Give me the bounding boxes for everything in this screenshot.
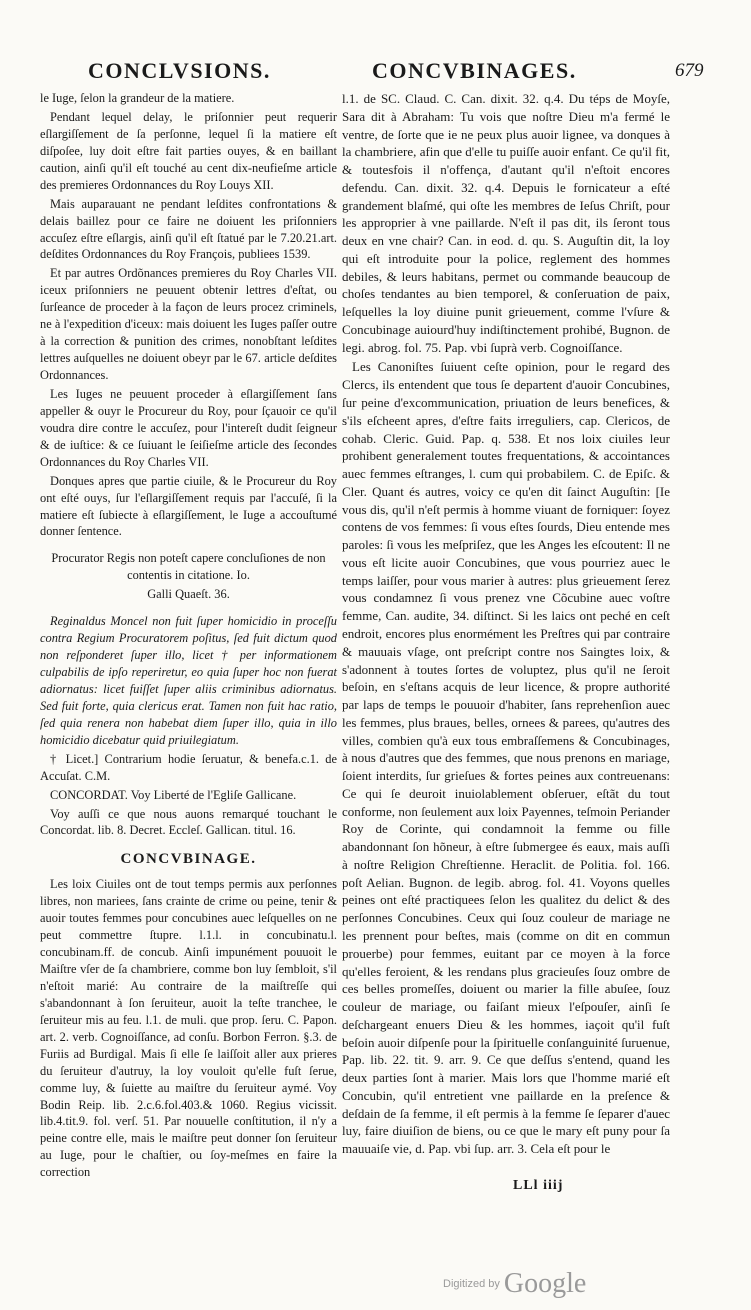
left-running-head: CONCLVSIONS. bbox=[88, 58, 271, 83]
google-logo: Google bbox=[503, 1268, 587, 1299]
watermark-prefix: Digitized by bbox=[443, 1278, 500, 1290]
voy-aussi-entry: Voy auſſi ce que nous auons remarqué touchant le Concordat. lib. 8. Decret. Eccleſ. Gallican. titul. 16. bbox=[40, 806, 337, 838]
footnote: † Licet.] Contrarium hodie ſeruatur, & benefa.c.1. de Accuſat. C.M. bbox=[40, 751, 337, 783]
left-paragraph: Donques apres que partie ciuile, & le Procureur du Roy ont eſté ouys, ſur l'eſlargiſſement requis par l'accuſé, ſi la matiere eſt ſubiecte à eſlargiſſement, le Iuge a accouſtumé donner ſentence. bbox=[40, 473, 337, 539]
left-paragraph: Et par autres Ordõnances premieres du Roy Charles VII. iceux priſonniers ne peuuent obtenir lettres d'eſtat, ou ſurſeance de proceder à la façon de leurs procez criminels, ne à l'expedition d'iceux: mais doiuent les Iuges paſſer outre à la correction & punition des crimes, nonobſtant leſdites lettres auſquelles ne doiuent obeyr par le 67. article deſdites Ordonnances. bbox=[40, 266, 337, 382]
concordat-entry: CONCORDAT. Voy Liberté de l'Egliſe Gallicane. bbox=[50, 787, 297, 802]
latin-heading: Procurator Regis non poteſt capere concluſiones de non contentis in citatione. Io. bbox=[51, 551, 326, 583]
spacer bbox=[40, 540, 337, 550]
right-column bbox=[342, 90, 670, 1158]
right-paragraph: l.1. de SC. Claud. C. Can. dixit. 32. q.4. Du téps de Moyſe, Sara dit à Abraham: Tu vois que noſtre Dieu m'a fermé le ventre, de ſorte que ie ne peux plus auoir lignee, va donques à la chambriere, afin que d'elle tu puiſſe auoir enfant. Ce qu'il fit, & toutesfois il n'offença, d'autant qu'il n'eſtoit encores defendu. Can. dixit. 32. q.4. Depuis le fornicateur a eſté grandement blaſmé, qui oſte les membres de Ieſus Chriſt, pour les approprier à vne paillarde. N'eſt il pas dit, ils ſeront tous deux en vne chair? Can. in eod. d. qu. S. Auguſtin dit, la loy qui eſt introduite pour la police, reglement des hommes debiles, & leurs habitans, permet ou commande beaucoup de choſes tendantes au bien temporel, & conſeruation de paix, leſquelles la loy diuine punit grieuement, comme l'vſure & Concubinage auiourd'huy indiſtinctement prohibé, Bugnon. de legi. abrog. fol. 75. Pap. vbi ſuprà verb. Cognoiſſance. bbox=[342, 91, 670, 355]
digitized-watermark bbox=[443, 1268, 586, 1300]
italic-paragraph: Reginaldus Moncel non fuit ſuper homicidio in proceſſu contra Regium Procuratorem poſitus, ſed fuit dictum quod non reſponderet ſuper illo, licet † per informationem culpabilis de ipſo reperiretur, eo quia ſuper hoc non fuerat adiornatus: licet fuiſſet ſuper aliis criminibus adiornatus. Sed fuit forte, quia clericus erat. Tamen non fuit hac ratio, ſed quia renera non habebat diem ſuper illo, quia in illo homicidio dicebatur quid priuilegiatum. bbox=[40, 614, 337, 747]
left-paragraph: Les Iuges ne peuuent proceder à eſlargiſſement ſans appeller & ouyr le Procureur du Roy, pour ſçauoir ce qu'il voudra dire contre le accuſez, pour l'intereſt dudit ſeigneur & de iuſtice: & ce ſuiuant le ſeiſieſme article des ſecondes Ordonnances du Roy Charles VII. bbox=[40, 386, 337, 469]
right-running-head: CONCVBINAGES. bbox=[372, 58, 577, 83]
latin-heading-ref: Galli Quaeſt. 36. bbox=[147, 587, 230, 602]
spacer bbox=[40, 603, 337, 613]
left-paragraph: Mais auparauant ne pendant leſdites confrontations & delais baillez pour ce faire ne doiuent les priſonniers accuſez eſtre eſlargis, ainſi qu'il eſt ſtatué par le 7.20.21.art. deſdites Ordonnances du Roy François, publiees 1539. bbox=[40, 196, 337, 262]
signature-mark: LLl iiij bbox=[513, 1178, 564, 1193]
left-paragraph: le Iuge, ſelon la grandeur de la matiere. bbox=[40, 91, 235, 105]
page-number: 679 bbox=[675, 60, 704, 81]
section-title: CONCVBINAGE. bbox=[120, 851, 257, 868]
left-column bbox=[40, 90, 337, 1181]
section-paragraph: Les loix Ciuiles ont de tout temps permis aux perſonnes libres, non mariees, ſans crainte de crime ou peine, tenir & auoir toutes femmes pour concubines auec leſquelles on ne peut commettre ſtupre. l.1.l. in concubinatu.l. concubinam.ff. de concub. Ainſi impunément pouuoit le Maiſtre vſer de ſa chambriere, comme bon luy ſembloit, s'il n'eſtoit marié: Au contraire de la maiſtreſſe qui s'abandonnant à ſon ſeruiteur, auoit la teſte tranchee, le ſeruiteur mis au feu. l.1. de muli. que prop. ſeru. C. Papon. art. 2. verb. Cognoiſſance, ad conſu. Borbon Ferron. §.3. de Furiis ad Burdigal. Mais ſi elle ſe laiſſoit aller aux prieres du ſeruiteur d'autruy, la loy vouloit qu'elle fuſt ſerue, comme luy, & ſuiette au maiſtre du ſeruiteur aymé. Voy Bodin Reip. lib. 2.c.6.fol.403.& 1060. Regius vicissit. lib.4.tit.9. fol. verſ. 51. Par nouuelle conſtitution, il n'y a peine contre elle, mais le maiſtre peut donner ſon ſeruiteur au Iuge, pour le chaſtier, ou ſoy-meſmes en faire la correction bbox=[40, 877, 337, 1180]
right-paragraph: Les Canoniſtes ſuiuent ceſte opinion, pour le regard des Clercs, ils entendent que tous ſe departent d'auoir Concubines, ſur peine d'excommunication, priuation de leurs benefices, & s'ils eſcheent apres, d'eſtre faits irreguliers, cap. Clericos, de cohab. Cleric. Guid. Pap. q. 538. Et nos loix ciuiles leur prohibent generalement toutes frequentations, & accointances auec femmes eſtranges, l. cum qui probabilem. C. de Epiſc. & Cler. Quant és autres, voicy ce qu'en dit ſainct Auguſtin: [Ie vous dis, qu'il n'eſt permis à homme viuant de forniquer: ſoyez contens de vos femmes: ſi vous eſtes ſourds, Dieu entende mes paroles: ſi vous les meſpriſez, que les Anges les eſcoutent: Il ne vous eſt licite auoir Concubines, que vous pourriez auec le temps laiſſer, pour vous marier à autres: plus grieuement ſerez vous condamnez ſi vous prenez vne Cõcubine auec voſtre femme, Can. audite, 34. diſtinct. Si les laics ont peché en ceſt endroit, encores plus enormément les Preſtres qui par contraire & mauuais vſage, ont preſcript contre nos Saingtes loix, & s'adonnent à toutes ſortes de voluptez, plus qu'il ne ſeroit beſoin, en s'eſtans acquis de leur licence, & propre authorité par laps de temps le pouuoir d'habiter, ſans reprehenſion auec les femmes, plus braues, belles, ornees & parees, qu'autres des villes, combien qu'à eux tous embraſſemens & Concubinages, à nous d'autres que des femmes, que nous prenons en mariage, ſoient interdits, ſur grieſues & fortes peines aux contreuenans: Ce qui ſe deuroit inuiolablement obſeruer, eſtãt du tout conforme, non ſeulement aux loix Payennes, teſmoin Periander Roy de Corinte, qui condamnoit la femme ou fille abandonnant ſon hõneur, à eſtre ſubmergee és eaux, mais auſſi à noſtre Religion Chreſtienne. Heraclit. de Politia. fol. 166. poſt Aelian. Bugnon. de legib. abrog. fol. 41. Voyons quelles peines ont eſté practiquees ſelon les qualitez du delict & des perſonnes Concubines. Ceux qui ſouz couleur de mariage ne les prennent pour beſtes, mais (comme on dit en commun prouerbe) pour femmes, euitant par ce moyen à la force qu'elles feroient, & les rendans plus gracieuſes ſouz ombre de ces belles promeſſes, doiuent ou marier la fille abuſee, ſouz couleur de mariage, ou faiſant mieux l'eſpouſer, ainſi ſe deſchargeant enuers Dieu & les hommes, iaçoit qu'il fuſt beſoin auoir diſpenſe pour la ſpirituelle conſanguinité ſuruenue, Pap. lib. 22. tit. 9. arr. 9. Ce que deſſus s'entend, quand les deux parties ſont à marier. Mais lors que l'homme marié eſt Concubin, qu'il entretient vne paillarde en la preſence & deſdain de ſa femme, il eſt permis à la femme ſe ſeparer d'auec luy, faire diuiſion de biens, ou ce que le mary eſt puny pour ſa mauuaiſe vie, d. Pap. vbi ſup. arr. 3. Cela eſt pour le bbox=[342, 359, 670, 1157]
left-paragraph: Pendant lequel delay, le priſonnier peut requerir eſlargiſſement de ſa perſonne, lequel ſi la matiere eſt diſpoſee, luy doit eſtre fait parties ouyes, & en baillant caution, ainſi qu'il eſt touché au cent dix-neufieſme article des premieres Ordonnances du Roy Louys XII. bbox=[40, 109, 337, 192]
